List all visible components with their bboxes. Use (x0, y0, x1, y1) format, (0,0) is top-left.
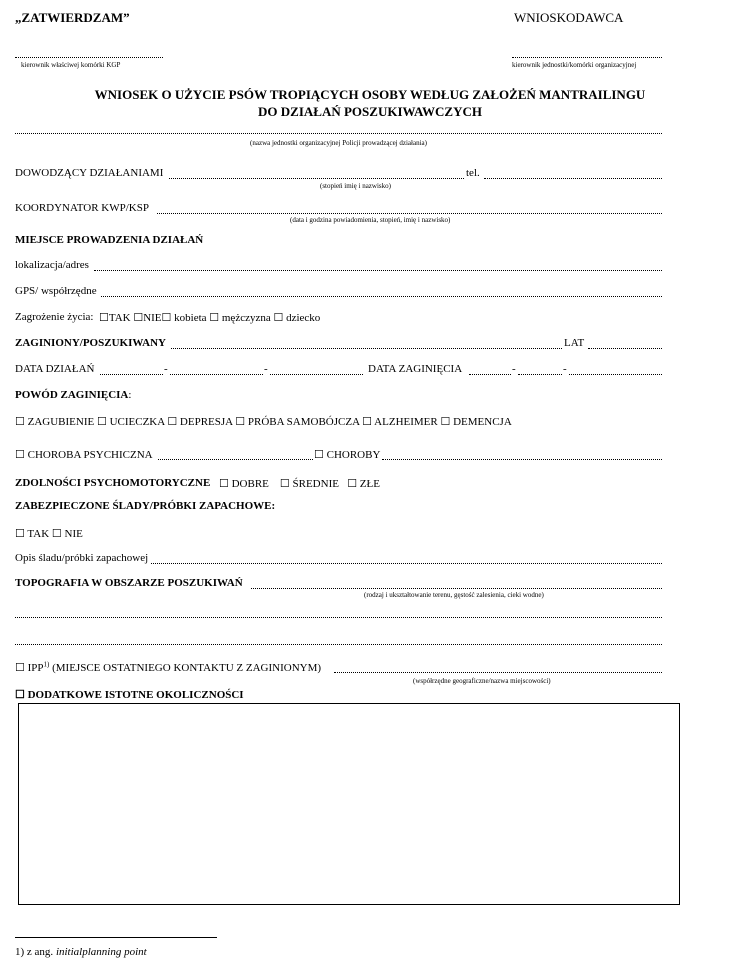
action-date-year[interactable] (270, 374, 363, 375)
topography-field[interactable] (251, 588, 662, 589)
diseases-label[interactable]: ☐ CHOROBY (314, 449, 381, 461)
traces-options[interactable]: ☐ TAK ☐ NIE (15, 528, 83, 540)
applicant-caption: kierownik jednostki/komórki organizacyjnej (512, 61, 637, 69)
approve-caption: kierownik właściwej komórki KGP (21, 61, 121, 69)
additional-textarea[interactable] (18, 703, 680, 905)
title-line-2: DO DZIAŁAŃ POSZUKIWAWCZYCH (258, 104, 482, 119)
action-date-sep-1: - (164, 363, 168, 375)
missing-date-month[interactable] (518, 374, 562, 375)
mental-illness-label[interactable]: ☐ CHOROBA PSYCHICZNA (15, 449, 153, 461)
footnote-num: 1) (15, 946, 25, 958)
ipp-prefix: ☐ IPP (15, 662, 44, 674)
address-label: lokalizacja/adres (15, 259, 89, 271)
topography-heading: TOPOGRAFIA W OBSZARZE POSZUKIWAŃ (15, 577, 243, 589)
commander-field[interactable] (169, 178, 464, 179)
coordinator-label: KOORDYNATOR KWP/KSP (15, 202, 149, 214)
gps-field[interactable] (101, 296, 662, 297)
age-field[interactable] (588, 348, 662, 349)
ipp-label[interactable] (15, 661, 321, 674)
ipp-field[interactable] (334, 672, 662, 673)
trace-desc-label: Opis śladu/próbki zapachowej (15, 552, 149, 564)
missing-label: ZAGINIONY/POSZUKIWANY (15, 337, 166, 349)
missing-date-label: DATA ZAGINIĘCIA (368, 363, 463, 375)
unit-caption: (nazwa jednostki organizacyjnej Policji prowadzącej działania) (250, 139, 427, 147)
age-label: LAT (564, 337, 585, 349)
psycho-label: ZDOLNOŚCI PSYCHOMOTORYCZNE (15, 477, 211, 489)
reason-heading-text: POWÓD ZAGINIĘCIA (15, 389, 129, 401)
missing-field[interactable] (171, 348, 562, 349)
action-date-day[interactable] (100, 374, 163, 375)
threat-options[interactable]: ☐TAK ☐NIE☐ kobieta ☐ mężczyzna ☐ dziecko (99, 312, 321, 324)
reason-options[interactable]: ☐ ZAGUBIENIE ☐ UCIECZKA ☐ DEPRESJA ☐ PRÓBA SAMOBÓJCZA ☐ ALZHEIMER ☐ DEMENCJA (15, 416, 512, 428)
footnote (15, 946, 147, 958)
applicant-signature-line[interactable] (512, 57, 662, 58)
topography-field-2[interactable] (15, 617, 662, 618)
additional-heading[interactable]: ☐ DODATKOWE ISTOTNE OKOLICZNOŚCI (15, 689, 244, 701)
threat-label: Zagrożenie życia: (15, 311, 94, 323)
traces-heading: ZABEZPIECZONE ŚLADY/PRÓBKI ZAPACHOWE: (15, 500, 276, 512)
title-line-1: WNIOSEK O UŻYCIE PSÓW TROPIĄCYCH OSOBY WEDŁUG ZAŁOŻEŃ MANTRAILINGU (94, 87, 646, 102)
mental-illness-field[interactable] (158, 459, 313, 460)
address-field[interactable] (94, 270, 662, 271)
coordinator-caption: (data i godzina powiadomienia, stopień, imię i nazwisko) (290, 216, 451, 224)
diseases-field[interactable] (382, 459, 662, 460)
missing-date-sep-1: - (512, 363, 516, 375)
footnote-text: z ang. (24, 946, 56, 958)
ipp-caption: (współrzędne geograficzne/nazwa miejscowości) (413, 677, 551, 685)
missing-date-day[interactable] (469, 374, 511, 375)
unit-field[interactable] (15, 133, 662, 134)
action-date-sep-2: - (264, 363, 268, 375)
tel-field[interactable] (484, 178, 662, 179)
footnote-separator (15, 937, 217, 938)
reason-heading (15, 389, 131, 401)
location-heading: MIEJSCE PROWADZENIA DZIAŁAŃ (15, 234, 204, 246)
gps-label: GPS/ współrzędne (15, 285, 97, 297)
ipp-footnote-ref: 1) (43, 660, 50, 669)
action-date-month[interactable] (170, 374, 263, 375)
action-date-label: DATA DZIAŁAŃ (15, 363, 95, 375)
trace-desc-field[interactable] (151, 563, 662, 564)
approve-label: „ZATWIERDZAM” (15, 10, 130, 25)
psycho-options[interactable]: ☐ DOBRE ☐ ŚREDNIE ☐ ZŁE (219, 478, 380, 490)
ipp-label-text: (MIEJSCE OSTATNIEGO KONTAKTU Z ZAGINIONYM) (49, 662, 322, 674)
footnote-term: initialplanning point (55, 946, 147, 958)
topography-caption: (rodzaj i ukształtowanie terenu, gęstość zalesienia, cieki wodne) (364, 591, 544, 599)
commander-label: DOWODZĄCY DZIAŁANIAMI (15, 167, 164, 179)
reason-colon: : (128, 389, 132, 401)
topography-field-3[interactable] (15, 644, 662, 645)
missing-date-year[interactable] (569, 374, 662, 375)
tel-label: tel. (466, 167, 480, 179)
approve-signature-line[interactable] (15, 57, 163, 58)
commander-caption: (stopień imię i nazwisko) (320, 182, 391, 190)
coordinator-field[interactable] (157, 213, 662, 214)
missing-date-sep-2: - (563, 363, 567, 375)
applicant-label: WNIOSKODAWCA (514, 10, 624, 25)
